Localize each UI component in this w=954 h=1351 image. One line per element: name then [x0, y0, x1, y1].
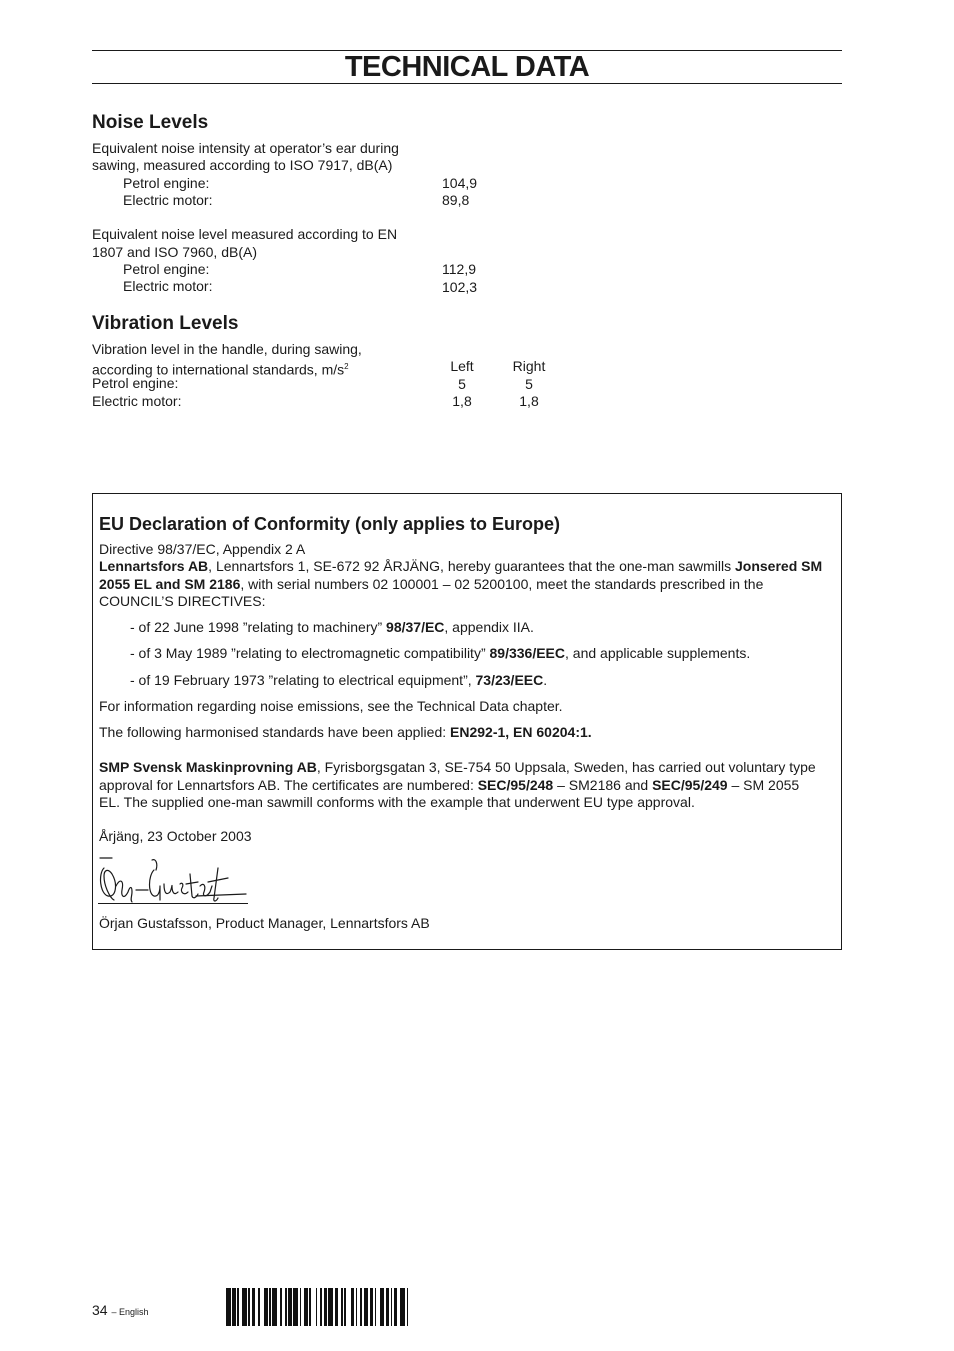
vibration-desc-sup: 2	[344, 362, 349, 371]
noise2-petrol-label: Petrol engine:	[123, 261, 210, 277]
barcode-bar	[304, 1288, 307, 1326]
barcode-bar	[264, 1288, 267, 1326]
smp-text-2: – SM2186 and	[553, 776, 653, 793]
barcode-bar	[344, 1288, 346, 1326]
directive-item-2-text: - of 3 May 1989 ”relating to electromagnetic compatibility”	[130, 645, 490, 661]
declaration-company: Lennartsfors AB	[99, 558, 209, 574]
barcode-bar	[341, 1288, 343, 1326]
noise2-desc-line2: 1807 and ISO 7960, dB(A)	[92, 244, 257, 260]
noise1-petrol-label: Petrol engine:	[123, 175, 210, 191]
barcode-bar	[237, 1288, 239, 1326]
barcode-bar	[269, 1288, 271, 1326]
declaration-p1-text2: , with serial numbers 02 100001 – 02 5200100, meet the standards prescribed in the COUNCIL’S DIRECTIVES:	[99, 575, 764, 609]
barcode-bar	[356, 1288, 358, 1326]
barcode-bar	[226, 1288, 231, 1326]
vibration-petrol-left: 5	[458, 376, 466, 392]
vibration-electric-right: 1,8	[519, 393, 539, 409]
title-bottom-rule	[92, 83, 842, 84]
barcode-bar	[285, 1288, 287, 1326]
vibration-desc-line1: Vibration level in the handle, during sawing,	[92, 341, 362, 357]
smp-name: SMP Svensk Maskinprovning AB	[99, 759, 317, 775]
barcode-bar	[351, 1288, 354, 1326]
barcode-bar	[394, 1288, 397, 1326]
noise2-electric-label: Electric motor:	[123, 278, 213, 294]
barcode-bar	[252, 1288, 255, 1326]
vibration-desc-unit: according to international standards, m/s	[92, 361, 345, 378]
directive-item-3-code: 73/23/EEC	[475, 672, 544, 688]
barcode-bar	[400, 1288, 405, 1326]
noise2-petrol-value: 112,9	[442, 261, 476, 277]
barcode	[226, 1288, 506, 1326]
directive-item-2	[130, 645, 830, 662]
vibration-petrol-label: Petrol engine:	[92, 375, 179, 391]
smp-cert-1: SEC/95/248	[477, 776, 554, 793]
page-number-value: 34	[92, 1302, 108, 1318]
directive-item-2-code: 89/336/EEC	[489, 645, 565, 661]
noise2-desc-line1: Equivalent noise level measured according to EN	[92, 226, 398, 242]
barcode-bar	[300, 1288, 302, 1326]
barcode-bar	[364, 1288, 369, 1326]
smp-text-1: , Fyrisborgsgatan 3, SE-754 50 Uppsala, Sweden, has carried out voluntary type approval for Lennartsfors AB. The certificates are numbered:	[99, 759, 816, 793]
barcode-bar	[375, 1288, 377, 1326]
directive-item-3-tail: .	[543, 672, 548, 688]
declaration-standards	[99, 724, 824, 742]
barcode-bar	[272, 1288, 277, 1326]
directive-item-1	[130, 619, 830, 636]
smp-text-3: – SM 2055 EL. The supplied one-man sawmill conforms with the example that underwent EU type approval.	[99, 776, 800, 810]
barcode-bar	[386, 1288, 389, 1326]
vibration-col-left: Left	[450, 358, 474, 374]
noise1-electric-value: 89,8	[442, 192, 470, 208]
vibration-heading: Vibration Levels	[92, 313, 239, 334]
vibration-col-right: Right	[512, 358, 546, 374]
vibration-electric-label: Electric motor:	[92, 393, 182, 409]
barcode-bar	[391, 1288, 393, 1326]
directive-item-1-text: - of 22 June 1998 ”relating to machinery”	[130, 619, 387, 635]
barcode-bar	[309, 1288, 311, 1326]
noise1-electric-label: Electric motor:	[123, 192, 213, 208]
vibration-electric-left: 1,8	[452, 393, 472, 409]
directive-item-1-code: 98/37/EC	[386, 619, 445, 635]
declaration-smp-paragraph	[99, 759, 824, 812]
barcode-bar	[380, 1288, 385, 1326]
barcode-bar	[328, 1288, 333, 1326]
barcode-bar	[316, 1288, 318, 1326]
smp-cert-2: SEC/95/249	[652, 776, 728, 793]
declaration-p1-text1: , Lennartsfors 1, SE-672 92 ÅRJÄNG, hereby guarantees that the one-man sawmills	[208, 558, 735, 574]
declaration-directive: Directive 98/37/EC, Appendix 2 A	[99, 541, 306, 557]
signature-image	[96, 856, 256, 906]
declaration-paragraph-1	[99, 558, 824, 611]
barcode-bar	[232, 1288, 235, 1326]
declaration-heading: EU Declaration of Conformity (only applies to Europe)	[99, 514, 561, 534]
barcode-bar	[248, 1288, 250, 1326]
barcode-bar	[258, 1288, 260, 1326]
page-title: TECHNICAL DATA	[344, 51, 590, 83]
barcode-bar	[320, 1288, 322, 1326]
barcode-bar	[293, 1288, 298, 1326]
directive-item-3-text: - of 19 February 1973 ”relating to electrical equipment”,	[130, 672, 476, 688]
barcode-bar	[360, 1288, 362, 1326]
page-number	[92, 1302, 149, 1318]
directive-item-3	[130, 672, 830, 689]
barcode-bar	[335, 1288, 338, 1326]
noise2-electric-value: 102,3	[442, 279, 478, 295]
barcode-bar	[288, 1288, 291, 1326]
noise1-desc-line1: Equivalent noise intensity at operator’s ear during	[92, 140, 399, 156]
declaration-standards-text: The following harmonised standards have been applied:	[99, 724, 451, 740]
directive-item-2-tail: , and applicable supplements.	[565, 645, 751, 661]
barcode-bar	[280, 1288, 282, 1326]
vibration-petrol-right: 5	[525, 376, 533, 392]
barcode-bar	[407, 1288, 409, 1326]
declaration-date: Årjäng, 23 October 2003	[99, 828, 252, 844]
noise1-desc-line2: sawing, measured according to ISO 7917, dB(A)	[92, 157, 393, 173]
noise1-petrol-value: 104,9	[442, 175, 478, 191]
declaration-noise-info: For information regarding noise emissions, see the Technical Data chapter.	[99, 698, 563, 714]
barcode-bar	[242, 1288, 247, 1326]
directive-item-1-tail: , appendix IIA.	[444, 619, 534, 635]
signature-line	[98, 903, 248, 904]
barcode-bar	[324, 1288, 327, 1326]
declaration-product: Jonsered SM 2055 EL and SM 2186	[99, 558, 823, 592]
barcode-bar	[370, 1288, 373, 1326]
noise-heading: Noise Levels	[92, 112, 209, 133]
declaration-signatory: Örjan Gustafsson, Product Manager, Lennartsfors AB	[99, 915, 430, 931]
declaration-standards-code: EN292-1, EN 60204:1.	[450, 724, 592, 740]
page-language: – English	[111, 1307, 149, 1317]
